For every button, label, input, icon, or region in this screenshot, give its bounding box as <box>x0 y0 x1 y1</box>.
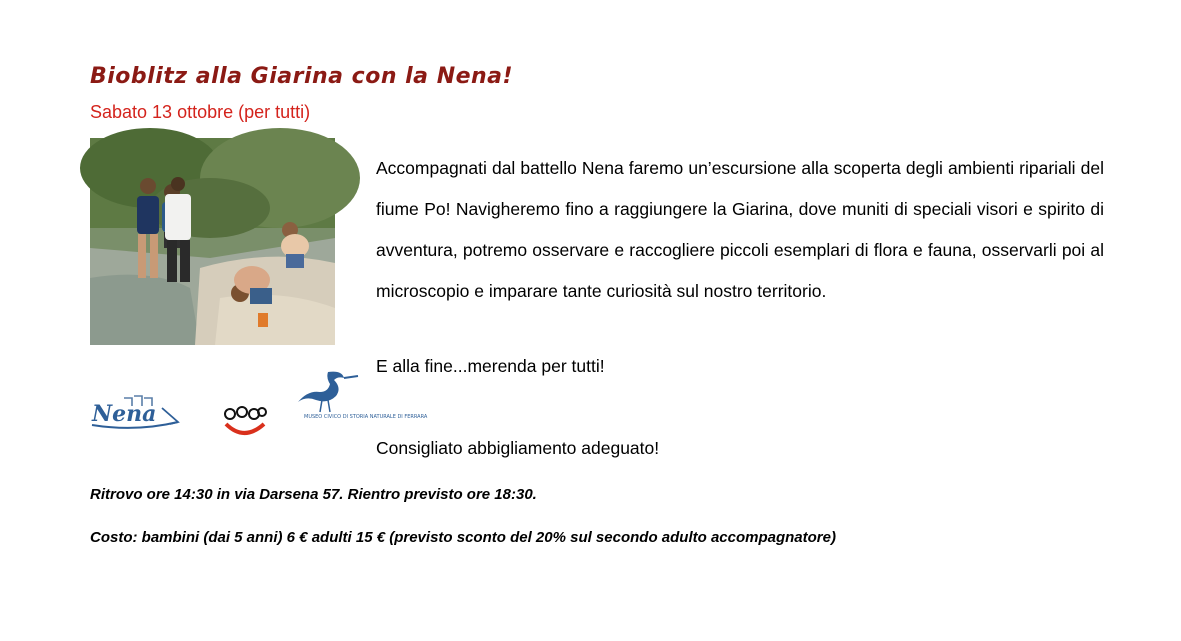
nena-boat-icon <box>90 394 182 434</box>
description-paragraph: Accompagnati dal battello Nena faremo un’escursione alla scoperta degli ambienti ripariali del fiume Po! Navigheremo fino a raggiungere la Giarina, dove muniti di speciali visori e spirito di avventura, potremo osservare e raccogliere piccoli esemplari di flora e fauna, osservarli poi al microscopio e imparare tante curiosità sul nostro territorio. <box>376 158 1104 301</box>
closing-line: E alla fine...merenda per tutti! <box>376 356 605 376</box>
nena-logo <box>90 394 182 439</box>
event-photo <box>90 138 335 345</box>
cost-info: Costo: bambini (dai 5 anni) 6 € adulti 15 € (previsto sconto del 20% sul secondo adulto accompagnatore) <box>90 529 836 546</box>
event-title: Bioblitz alla Giarina con la Nena! <box>90 64 514 89</box>
clothing-advice: Consigliato abbigliamento adeguato! <box>376 438 660 458</box>
event-date: Sabato 13 ottobre (per tutti) <box>90 102 311 122</box>
meeting-info: Ritrovo ore 14:30 in via Darsena 57. Rientro previsto ore 18:30. <box>90 486 537 503</box>
photo-children-riverbank-icon <box>90 138 335 345</box>
museum-name: MUSEO CIVICO DI STORIA NATURALE DI FERRARA <box>304 414 428 420</box>
association-emblem-icon <box>222 402 268 442</box>
nena-wordmark: Nena <box>92 401 157 427</box>
heron-icon <box>292 368 428 438</box>
museum-logo <box>292 368 428 443</box>
event-description <box>376 148 1104 312</box>
association-logo <box>222 402 268 447</box>
